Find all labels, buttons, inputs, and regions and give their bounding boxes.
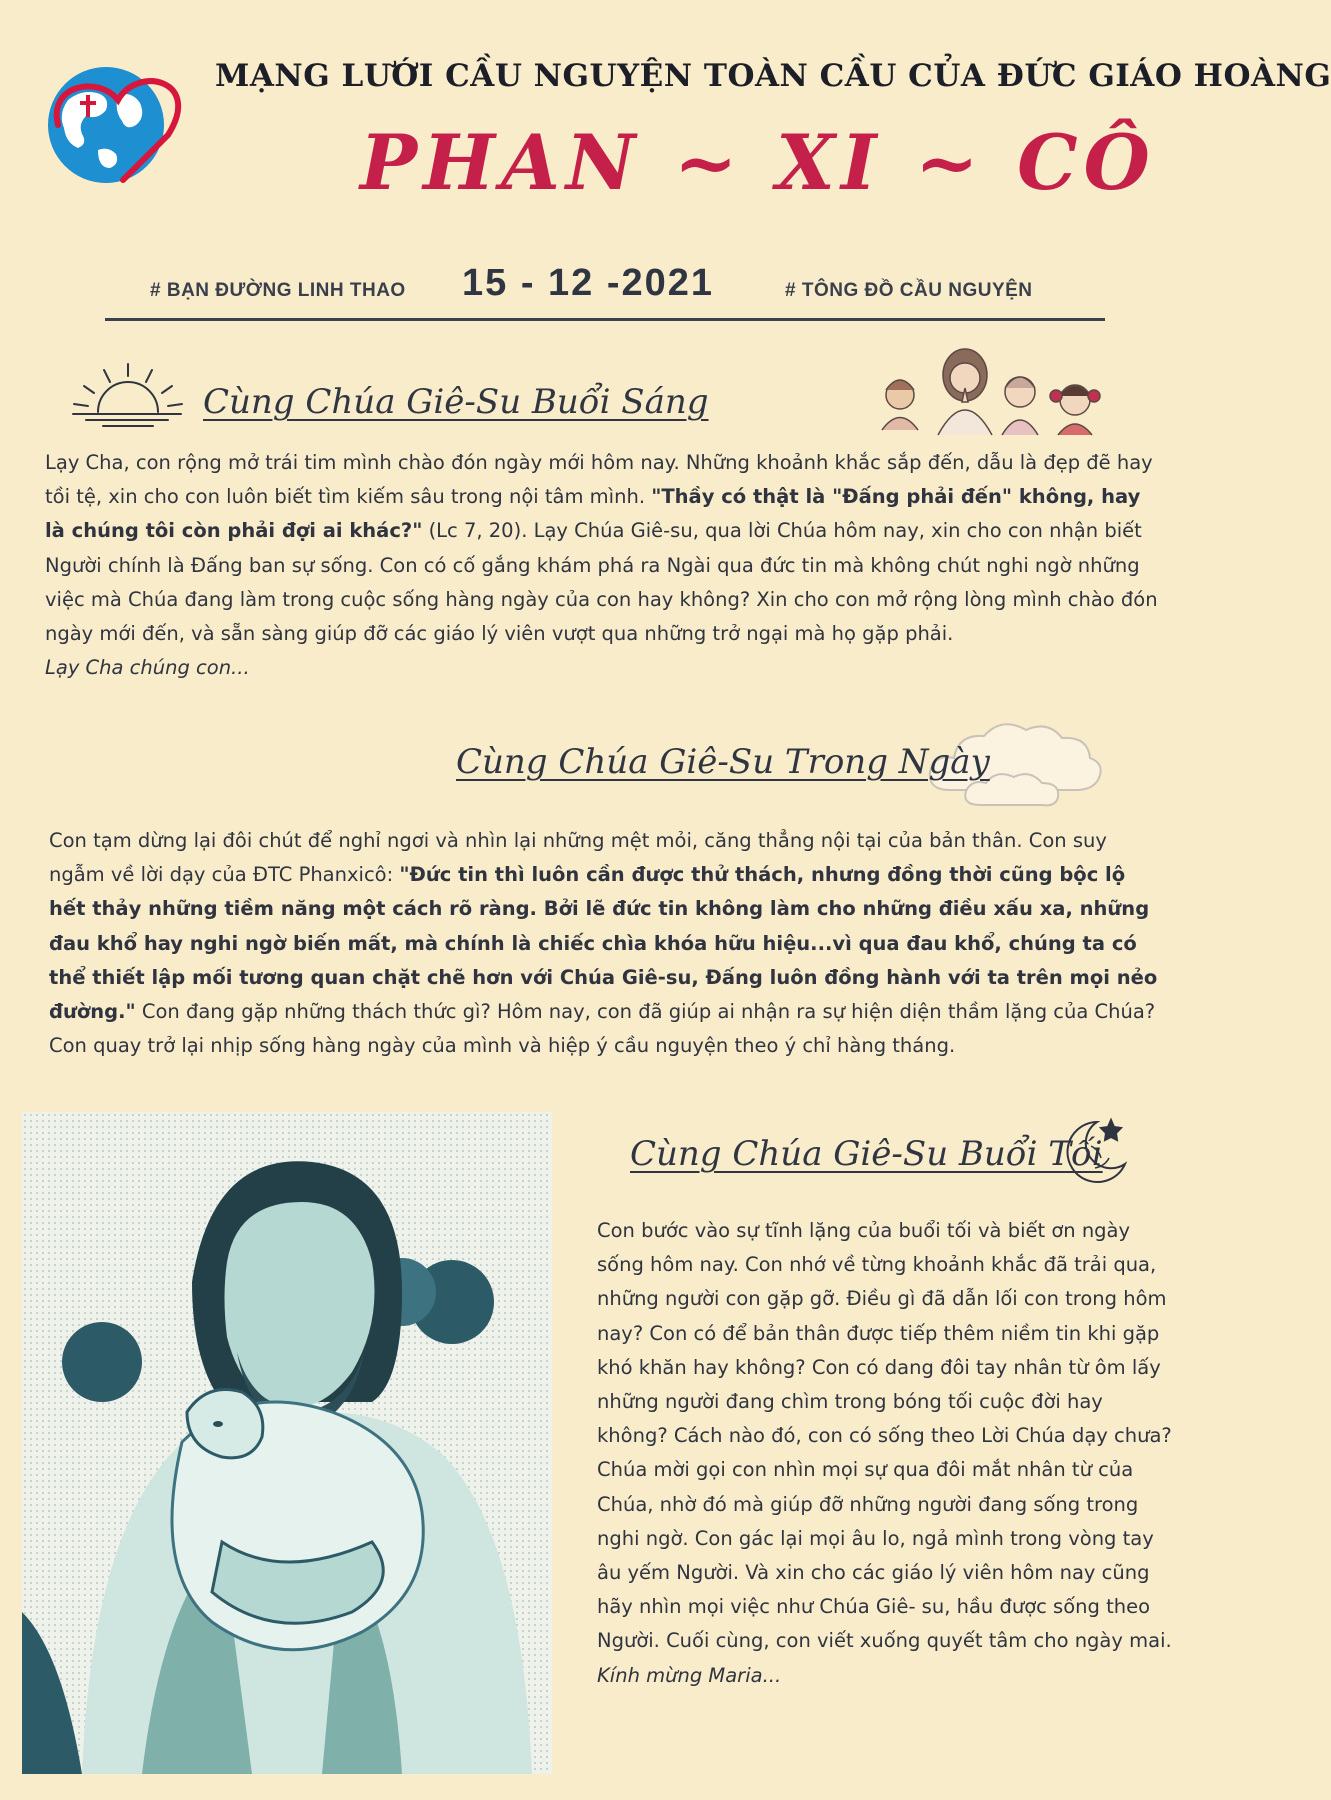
evening-closing-prayer: Kính mừng Maria... xyxy=(597,1663,782,1687)
midday-text-before: Con tạm dừng lại đôi chút để nghỉ ngơi và nhìn lại những mệt mỏi, căng thẳng nội tại của bản thân. Con suy ngẫm về lời dạy của ĐTC Phanxicô: xyxy=(49,829,1107,887)
globe-heart-logo xyxy=(28,55,188,190)
midday-pope-quote: "Đức tin thì luôn cần được thử thách, nhưng đồng thời cũng bộc lộ hết thảy những tiềm năng một cách rõ ràng. Bởi lẽ đức tin không làm cho những điều xấu xa, những đau khổ hay nghi ngờ biến mất, mà chính là chiếc chìa khóa hữu hiệu...vì qua đau khổ, chúng ta có thể thiết lập mối tương quan chặt chẽ hơn với Chúa Giê-su, Đấng luôn đồng hành với ta trên mọi nẻo đường." xyxy=(49,863,1158,1024)
morning-scripture-quote: "Thầy có thật là "Đấng phải đến" không, hay là chúng tôi còn phải đợi ai khác?" xyxy=(45,485,1141,543)
morning-text-before: Lạy Cha, con rộng mở trái tim mình chào đón ngày mới hôm nay. Những khoảnh khắc sắp đến, dẫu là đẹp đẽ hay tồi tệ, xin cho con luôn biết tìm kiếm sâu trong nội tâm mình. xyxy=(45,451,1153,509)
morning-text-after: (Lc 7, 20). Lạy Chúa Giê-su, qua lời Chúa hôm nay, xin cho con nhận biết Người chính là Đấng ban sự sống. Con có cố gắng khám phá ra Ngài qua đức tin mà không chút nghi ngờ những việc mà Chúa đang làm trong cuộc sống hàng ngày của con hay không? Xin cho con mở rộng lòng mình chào đón ngày mới đến, và sẵn sàng giúp đỡ các giáo lý viên vượt qua những trở ngại mà họ gặp phải. xyxy=(45,519,1158,646)
sunrise-icon xyxy=(68,362,186,432)
hashtag-tong-do-cau-nguyen: # TÔNG ĐỒ CẦU NGUYỆN xyxy=(785,280,1033,301)
organization-title: MẠNG LƯỚI CẦU NGUYỆN TOÀN CẦU CỦA ĐỨC GIÁO HOÀNG xyxy=(215,58,1331,94)
header-divider xyxy=(105,318,1105,321)
morning-prayer-text xyxy=(45,446,1160,685)
morning-closing-prayer: Lạy Cha chúng con... xyxy=(45,656,250,680)
morning-section-title: Cùng Chúa Giê-Su Buổi Sáng xyxy=(203,382,709,422)
evening-prayer-text xyxy=(597,1214,1177,1693)
page-title: PHAN ~ XI ~ CÔ xyxy=(360,118,1156,207)
evening-section-title: Cùng Chúa Giê-Su Buổi Tối xyxy=(630,1134,1103,1174)
midday-text-after: Con đang gặp những thách thức gì? Hôm nay, con đã giúp ai nhận ra sự hiện diện thầm lặng của Chúa? Con quay trở lại nhịp sống hàng ngày của mình và hiệp ý cầu nguyện theo ý chỉ hàng tháng. xyxy=(49,1000,1156,1058)
midday-prayer-text xyxy=(49,824,1164,1063)
hashtag-ban-duong-linh-thao: # BẠN ĐƯỜNG LINH THAO xyxy=(150,280,406,301)
good-shepherd-illustration xyxy=(22,1112,552,1774)
evening-text: Con bước vào sự tĩnh lặng của buổi tối và biết ơn ngày sống hôm nay. Con nhớ về từng khoảnh khắc đã trải qua, những người con gặp gỡ. Điều gì đã dẫn lối con trong hôm nay? Con có để bản thân được tiếp thêm niềm tin khi gặp khó khăn hay không? Con có dang đôi tay nhân từ ôm lấy những người đang chìm trong bóng tối cuộc đời hay không? Cách nào đó, con có sống theo Lời Chúa dạy chưa? Chúa mời gọi con nhìn mọi sự qua đôi mắt nhân từ của Chúa, nhờ đó mà giúp đỡ những người đang sống trong nghi ngờ. Con gác lại mọi âu lo, ngả mình trong vòng tay âu yếm Người. Và xin cho các giáo lý viên hôm nay cũng hãy nhìn mọi việc như Chúa Giê- su, hầu được sống theo Người. Cuối cùng, con viết xuống quyết tâm cho ngày mai. xyxy=(597,1219,1172,1653)
date-label: 15 - 12 -2021 xyxy=(462,262,715,304)
midday-section-title: Cùng Chúa Giê-Su Trong Ngày xyxy=(456,742,990,782)
praying-children-illustration xyxy=(870,330,1120,435)
